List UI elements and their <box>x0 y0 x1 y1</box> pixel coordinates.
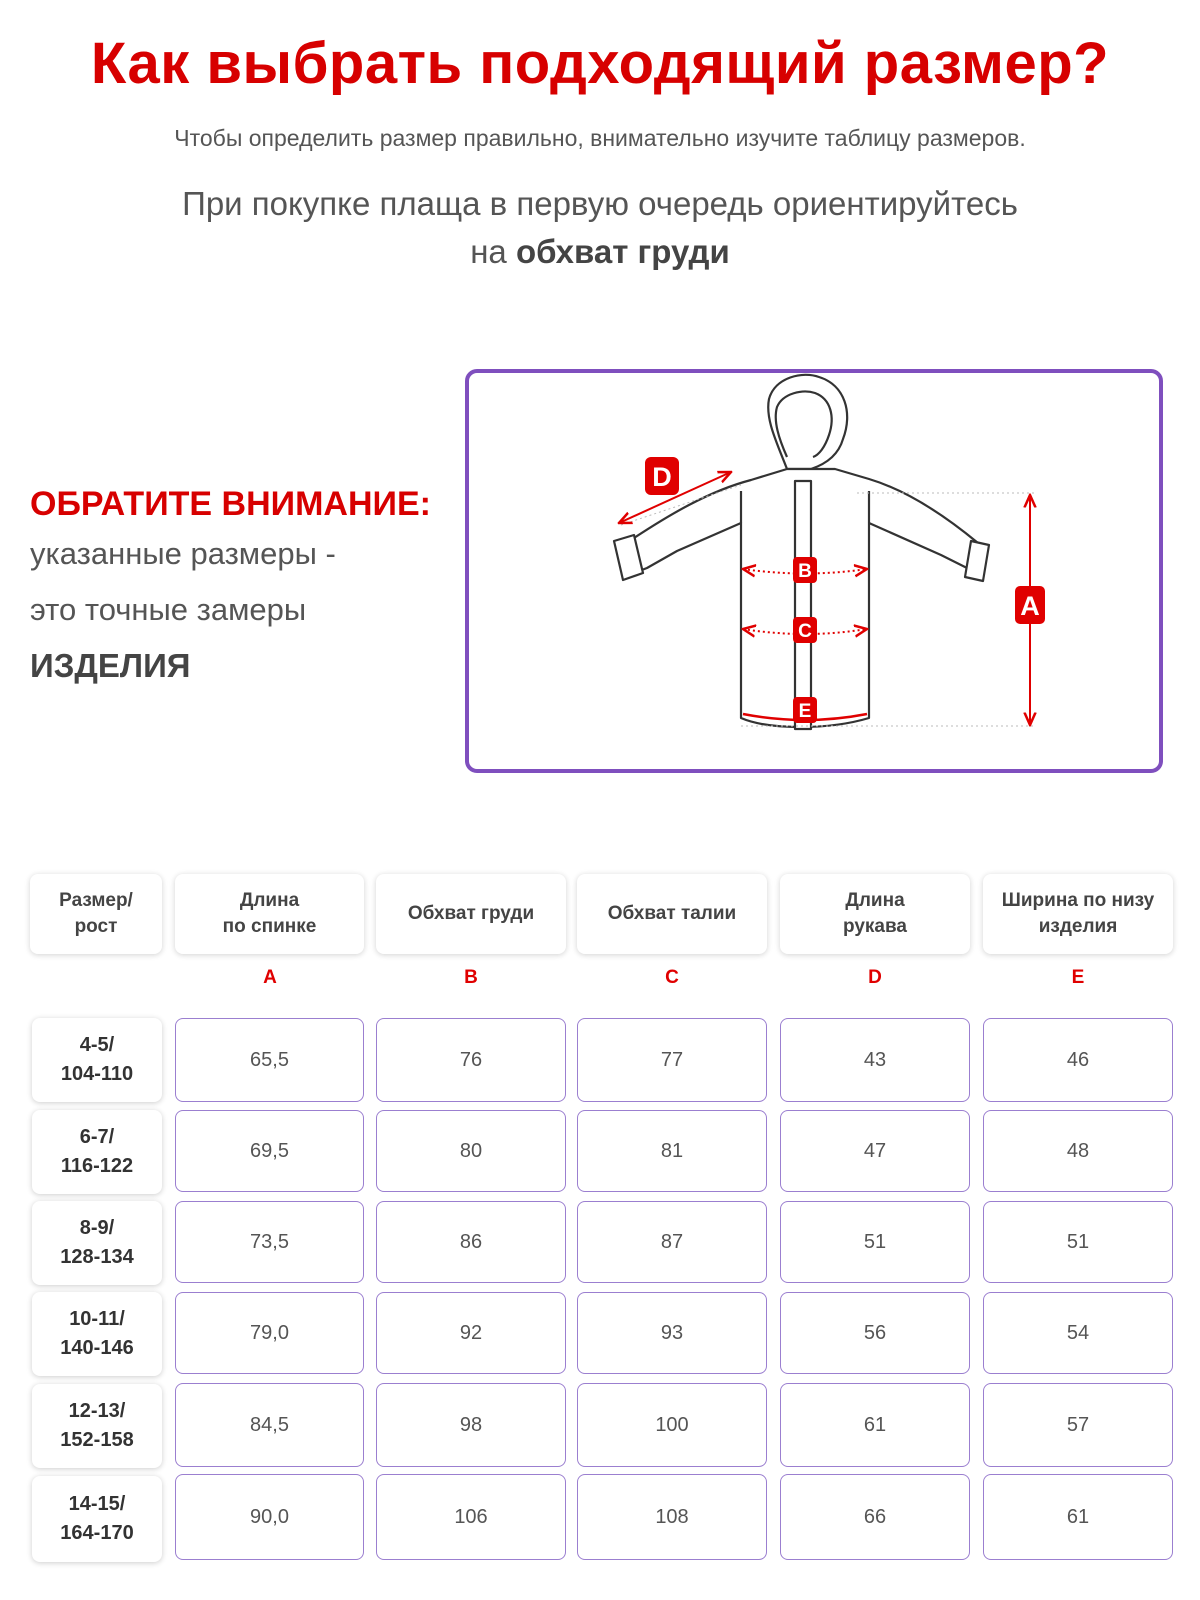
page-title: Как выбрать подходящий размер? <box>90 31 1110 96</box>
badge-b-label: B <box>798 561 812 582</box>
table-row-size <box>32 1110 162 1194</box>
size-line1: 14-15/ <box>68 1493 126 1515</box>
table-cell: 90,0 <box>175 1474 364 1560</box>
table-cell: 69,5 <box>175 1110 364 1192</box>
notice-strong: ИЗДЕЛИЯ <box>30 647 191 684</box>
table-cell: 61 <box>780 1383 970 1467</box>
header-back-length <box>175 874 364 954</box>
size-line2: 128-134 <box>60 1246 134 1268</box>
header-chest-line1: Обхват груди <box>407 903 535 924</box>
size-line2: 140-146 <box>60 1337 134 1359</box>
header-waist <box>577 874 767 954</box>
badge-e <box>793 697 817 723</box>
lead-prefix: на <box>470 233 507 270</box>
table-cell: 92 <box>376 1292 566 1374</box>
header-chest <box>376 874 566 954</box>
notice-line-2: это точные замеры <box>30 592 307 627</box>
badge-e-label: E <box>798 701 812 722</box>
table-cell: 51 <box>983 1201 1173 1283</box>
table-cell: 80 <box>376 1110 566 1192</box>
size-line1: 8-9/ <box>79 1217 115 1239</box>
header-size-height-line1: Размер/ <box>59 890 133 911</box>
size-line1: 10-11/ <box>69 1308 125 1330</box>
header-hem-width-line1: Ширина по низу <box>1001 890 1155 911</box>
table-cell: 106 <box>376 1474 566 1560</box>
table-cell: 65,5 <box>175 1018 364 1102</box>
header-waist-line1: Обхват талии <box>607 903 737 924</box>
size-line2: 104-110 <box>60 1063 134 1085</box>
table-cell: 81 <box>577 1110 767 1192</box>
size-line2: 116-122 <box>60 1155 134 1177</box>
lead-text <box>0 180 1200 276</box>
lead-bold: обхват груди <box>515 233 730 270</box>
measurement-diagram <box>465 369 1163 773</box>
size-line1: 12-13/ <box>68 1400 126 1422</box>
page-subtitle: Чтобы определить размер правильно, внимательно изучите таблицу размеров. <box>174 125 1026 151</box>
notice-block <box>30 482 450 694</box>
badge-b <box>793 557 817 583</box>
table-row-size <box>32 1384 162 1468</box>
table-cell: 51 <box>780 1201 970 1283</box>
header-sleeve-length <box>780 874 970 954</box>
table-cell: 57 <box>983 1383 1173 1467</box>
table-row-size <box>32 1018 162 1102</box>
column-letter-b: B <box>464 967 478 988</box>
table-cell: 61 <box>983 1474 1173 1560</box>
table-cell: 108 <box>577 1474 767 1560</box>
table-cell: 47 <box>780 1110 970 1192</box>
header-size-height <box>30 874 162 954</box>
table-cell: 66 <box>780 1474 970 1560</box>
notice-heading: ОБРАТИТЕ ВНИМАНИЕ: <box>30 485 431 523</box>
table-cell: 54 <box>983 1292 1173 1374</box>
table-row-size <box>32 1476 162 1562</box>
header-sleeve-length-line2: рукава <box>843 916 907 937</box>
table-cell: 56 <box>780 1292 970 1374</box>
table-cell: 43 <box>780 1018 970 1102</box>
column-letter-c: C <box>665 967 679 988</box>
header-size-height-line2: рост <box>74 916 118 937</box>
header-sleeve-length-line1: Длина <box>845 890 905 911</box>
table-cell: 76 <box>376 1018 566 1102</box>
table-cell: 87 <box>577 1201 767 1283</box>
table-cell: 73,5 <box>175 1201 364 1283</box>
badge-d-label: D <box>652 462 672 492</box>
table-cell: 46 <box>983 1018 1173 1102</box>
badge-a <box>1015 586 1045 624</box>
table-cell: 79,0 <box>175 1292 364 1374</box>
badge-c <box>793 617 817 643</box>
header-hem-width <box>983 874 1173 954</box>
header-hem-width-line2: изделия <box>1038 916 1118 937</box>
coat-hood-inner <box>776 392 832 457</box>
column-letter-a: A <box>263 967 277 988</box>
table-row-size <box>32 1292 162 1376</box>
table-cell: 86 <box>376 1201 566 1283</box>
table-cell: 48 <box>983 1110 1173 1192</box>
badge-d <box>645 457 679 495</box>
coat-zipper-placket <box>795 481 811 729</box>
notice-line-1: указанные размеры - <box>30 536 336 571</box>
table-cell: 77 <box>577 1018 767 1102</box>
coat-diagram-svg <box>469 373 1159 769</box>
badge-a-label: A <box>1020 591 1040 621</box>
size-line2: 152-158 <box>60 1429 134 1451</box>
column-letter-d: D <box>868 967 882 988</box>
size-line2: 164-170 <box>60 1522 134 1544</box>
table-cell: 98 <box>376 1383 566 1467</box>
table-cell: 84,5 <box>175 1383 364 1467</box>
column-letter-e: E <box>1071 967 1085 988</box>
table-cell: 100 <box>577 1383 767 1467</box>
table-cell: 93 <box>577 1292 767 1374</box>
table-row-size <box>32 1201 162 1285</box>
lead-line-2 <box>0 228 1200 276</box>
size-line1: 4-5/ <box>79 1034 115 1056</box>
header-back-length-line1: Длина <box>239 890 300 911</box>
badge-c-label: C <box>798 621 812 642</box>
lead-line-1: При покупке плаща в первую очередь ориентируйтесь <box>182 185 1018 222</box>
header-back-length-line2: по спинке <box>222 916 317 937</box>
size-line1: 6-7/ <box>79 1126 115 1148</box>
